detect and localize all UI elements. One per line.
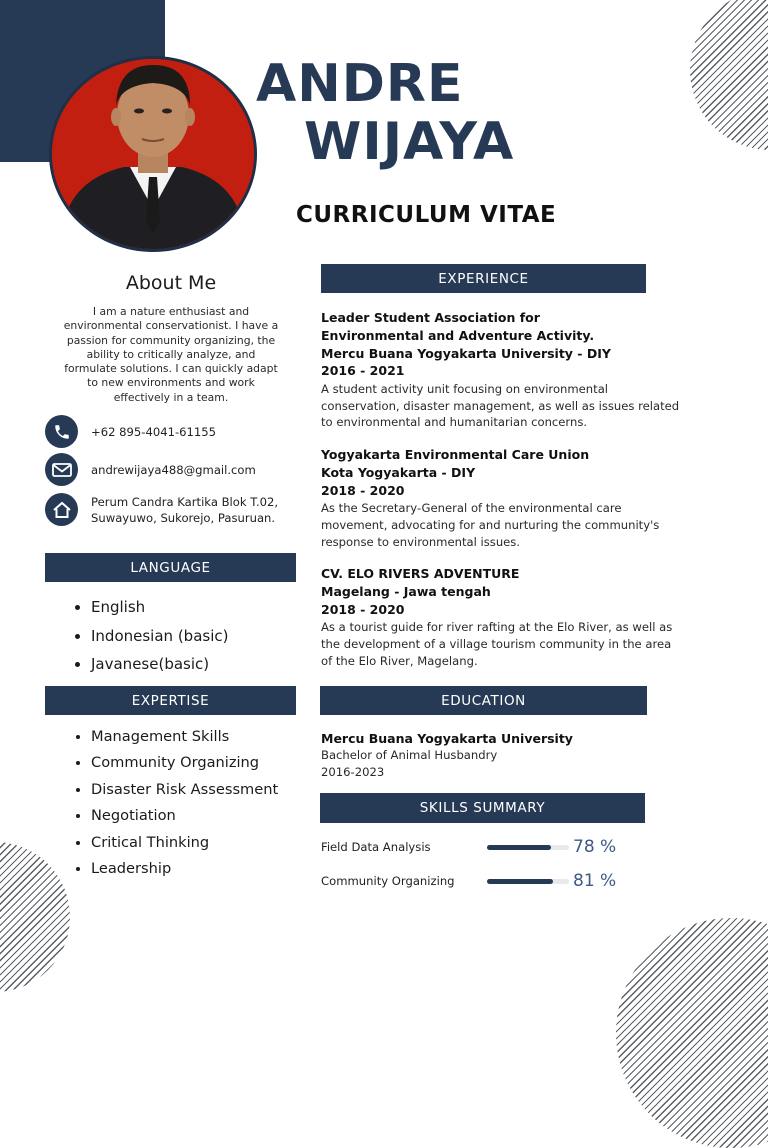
- expertise-item: • Critical Thinking: [91, 830, 315, 856]
- job-title-line: Yogyakarta Environmental Care Union: [321, 447, 590, 462]
- language-list: [45, 593, 305, 679]
- address-line-1: Perum Candra Kartika Blok T.02,: [91, 494, 279, 509]
- education-heading-bar: EDUCATION: [320, 686, 647, 715]
- skill-label: Field Data Analysis: [321, 840, 431, 854]
- expertise-list: [45, 724, 315, 882]
- profile-photo: [49, 56, 257, 252]
- job-desc-line: As a tourist guide for river rafting at the Elo River, as well as: [321, 620, 673, 635]
- phone-number: +62 895-4041-61155: [91, 424, 217, 439]
- job-title-line: Mercu Buana Yogyakarta University - DIY: [321, 345, 611, 361]
- language-item: • Indonesian (basic): [91, 622, 305, 651]
- phone-icon: [45, 415, 78, 448]
- degree-name: Bachelor of Animal Husbandry: [321, 748, 498, 762]
- job-title-line: Environmental and Adventure Activity.: [321, 327, 595, 343]
- about-line: ability to critically analyze, and: [86, 347, 256, 361]
- job-title-line: Magelang - Jawa tengah: [321, 583, 491, 599]
- about-text: [45, 305, 297, 405]
- expertise-item: • Negotiation: [91, 803, 315, 829]
- expertise-item: • Community Organizing: [91, 750, 315, 776]
- education-years: 2016-2023: [321, 764, 385, 779]
- job-desc-line: conservation, disaster management, as well as issues related: [321, 398, 680, 413]
- contact-email: [45, 453, 256, 486]
- skill-percent: 81 %: [573, 871, 617, 891]
- about-line: formulate solutions. I can quickly adapt: [64, 362, 278, 376]
- document-title: CURRICULUM VITAE: [296, 202, 557, 228]
- education-entry: [321, 730, 721, 780]
- skills-heading-bar: SKILLS SUMMARY: [320, 793, 645, 823]
- experience-entry: [321, 565, 721, 669]
- about-line: environmental conservationist. I have a: [63, 319, 279, 333]
- address-text: [91, 494, 278, 526]
- job-description: [321, 381, 721, 431]
- language-item: • Javanese(basic): [91, 650, 305, 679]
- job-description: [321, 500, 721, 550]
- experience-entry: [321, 446, 721, 550]
- job-desc-line: movement, advocating for and nurturing the community's: [321, 517, 660, 532]
- job-desc-line: to environmental and humanitarian concerns.: [321, 415, 588, 430]
- contact-address: [45, 493, 278, 526]
- envelope-icon: [45, 453, 78, 486]
- language-item: • English: [91, 593, 305, 622]
- address-line-2: Suwayuwo, Sukorejo, Pasuruan.: [91, 510, 276, 525]
- job-title-line: 2018 - 2020: [321, 482, 405, 498]
- job-desc-line: A student activity unit focusing on environmental: [321, 382, 609, 397]
- skill-percent: 78 %: [573, 837, 617, 857]
- about-line: I am a nature enthusiast and: [92, 305, 250, 318]
- portrait-photo-icon: [52, 59, 254, 249]
- about-heading: About Me: [125, 272, 217, 294]
- contact-phone: [45, 415, 216, 448]
- job-title-line: Kota Yogyakarta - DIY: [321, 464, 476, 480]
- job-desc-line: As the Secretary-General of the environmental care: [321, 501, 622, 516]
- about-line: passion for community organizing, the: [66, 333, 276, 347]
- job-title-line: 2018 - 2020: [321, 601, 405, 617]
- hatched-circle-top-right: [690, 0, 768, 150]
- job-description: [321, 619, 721, 669]
- email-address: andrewijaya488@gmail.com: [91, 462, 256, 477]
- skill-progress-track: [487, 845, 569, 850]
- language-heading-bar: LANGUAGE: [45, 553, 296, 582]
- expertise-item: • Leadership: [91, 856, 315, 882]
- skill-label: Community Organizing: [321, 874, 455, 888]
- home-icon: [45, 493, 78, 526]
- about-line: effectively in a team.: [113, 390, 229, 404]
- skill-row: [321, 871, 616, 891]
- expertise-item: • Disaster Risk Assessment: [91, 777, 315, 803]
- expertise-heading-bar: EXPERTISE: [45, 686, 296, 715]
- job-title-line: 2016 - 2021: [321, 363, 405, 379]
- first-name: ANDRE: [256, 54, 464, 114]
- expertise-item: • Management Skills: [91, 724, 315, 750]
- job-desc-line: response to environmental issues.: [321, 534, 521, 549]
- skill-progress-fill: [487, 879, 553, 884]
- last-name: WIJAYA: [304, 112, 515, 172]
- skill-progress-fill: [487, 845, 551, 850]
- about-line: to new environments and work: [87, 376, 255, 390]
- job-desc-line: of the Elo River, Magelang.: [321, 653, 478, 668]
- school-name: Mercu Buana Yogyakarta University: [321, 731, 573, 746]
- job-title-line: Leader Student Association for: [321, 310, 540, 325]
- job-desc-line: the development of a village tourism community in the area: [321, 636, 672, 651]
- experience-heading-bar: EXPERIENCE: [321, 264, 646, 293]
- experience-entry: [321, 309, 721, 431]
- hatched-circle-bottom-right: [616, 918, 768, 1148]
- skill-progress-track: [487, 879, 569, 884]
- skill-row: [321, 837, 616, 857]
- job-title-line: CV. ELO RIVERS ADVENTURE: [321, 566, 520, 581]
